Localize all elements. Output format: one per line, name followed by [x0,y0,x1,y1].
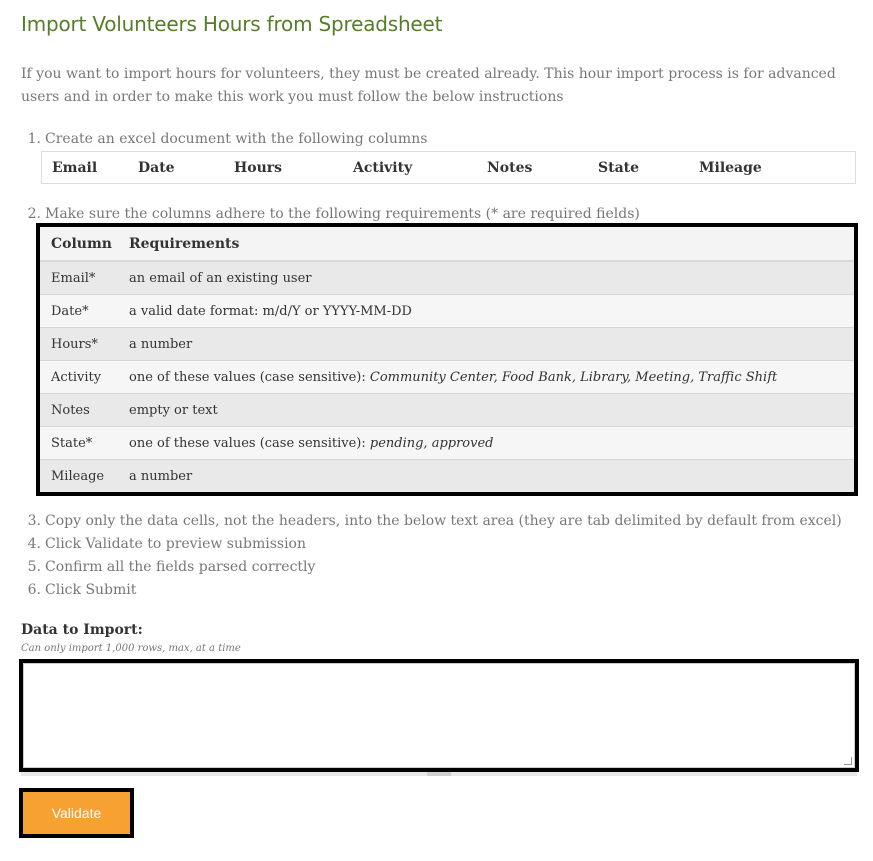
requirement-text: empty or text [129,402,218,418]
column-notes: Notes [487,159,533,176]
step-text: Copy only the data cells, not the headers, into the below text area (they are tab delimited by default from excel) [45,513,842,529]
step-6 [21,582,136,598]
resize-knob-icon [427,772,451,776]
requirement-text: a number [129,468,193,484]
header-column: Column [40,227,129,261]
row-requirement [129,295,854,328]
requirement-values: Community Center, Food Bank, Library, Meeting, Traffic Shift [369,369,778,385]
step-text: Click Validate to preview submission [45,536,306,552]
data-to-import-help: Can only import 1,000 rows, max, at a time [21,643,241,654]
table-row [40,328,854,361]
row-requirement [129,361,854,394]
table-row [40,295,854,328]
requirement-text: one of these values (case sensitive): [129,369,370,385]
validate-button-container [19,788,134,838]
step-number: 6. [27,582,41,598]
step-4 [21,536,306,552]
column-activity: Activity [353,159,413,176]
resize-grip-icon[interactable] [844,757,852,765]
requirement-values: pending, approved [369,435,494,451]
step-5 [21,559,315,575]
step-3 [21,513,842,529]
intro-text: If you want to import hours for volunteers, they must be created already. This hour import process is for advanced users and in order to make this work you must follow the below instructions [21,66,836,105]
column-hours: Hours [234,159,283,176]
requirements-header-row [40,227,854,261]
row-column: Activity [40,361,129,394]
data-to-import-textarea[interactable] [23,663,855,768]
requirement-text: a valid date format: m/d/Y or YYYY-MM-DD [129,303,412,319]
table-row [40,394,854,427]
row-requirement [129,394,854,427]
header-requirements: Requirements [129,227,854,261]
row-column: Date* [40,295,129,328]
row-column: Hours* [40,328,129,361]
column-date: Date [138,159,175,176]
table-row [40,460,854,493]
column-email: Email [52,159,98,176]
step-number: 4. [27,536,41,552]
step-text: Click Submit [45,582,137,598]
step-number: 5. [27,559,41,575]
validate-button[interactable]: Validate [23,792,130,834]
row-column: Mileage [40,460,129,493]
row-requirement [129,328,854,361]
data-to-import-label: Data to Import: [21,622,143,638]
column-mileage: Mileage [699,159,762,176]
requirements-table [40,227,854,492]
requirements-table-container [36,223,858,496]
step-text: Create an excel document with the following columns [45,131,428,147]
column-state: State [598,159,640,176]
step-1 [21,131,427,147]
table-row [40,361,854,394]
columns-table [41,151,856,184]
step-number: 3. [27,513,41,529]
row-column: Email* [40,261,129,295]
step-text: Confirm all the fields parsed correctly [45,559,316,575]
step-2 [21,206,640,222]
data-to-import-container [19,659,859,772]
row-column: State* [40,427,129,460]
step-number: 1. [27,131,41,147]
requirement-text: one of these values (case sensitive): [129,435,370,451]
step-text: Make sure the columns adhere to the following requirements (* are required fields) [45,206,640,222]
table-row [40,261,854,295]
requirement-text: an email of an existing user [129,270,312,286]
row-column: Notes [40,394,129,427]
row-requirement [129,460,854,493]
textarea-resize-handle[interactable] [21,772,857,776]
table-row [40,427,854,460]
row-requirement [129,261,854,295]
row-requirement [129,427,854,460]
requirement-text: a number [129,336,193,352]
page-title: Import Volunteers Hours from Spreadsheet [21,12,443,36]
step-number: 2. [27,206,41,222]
